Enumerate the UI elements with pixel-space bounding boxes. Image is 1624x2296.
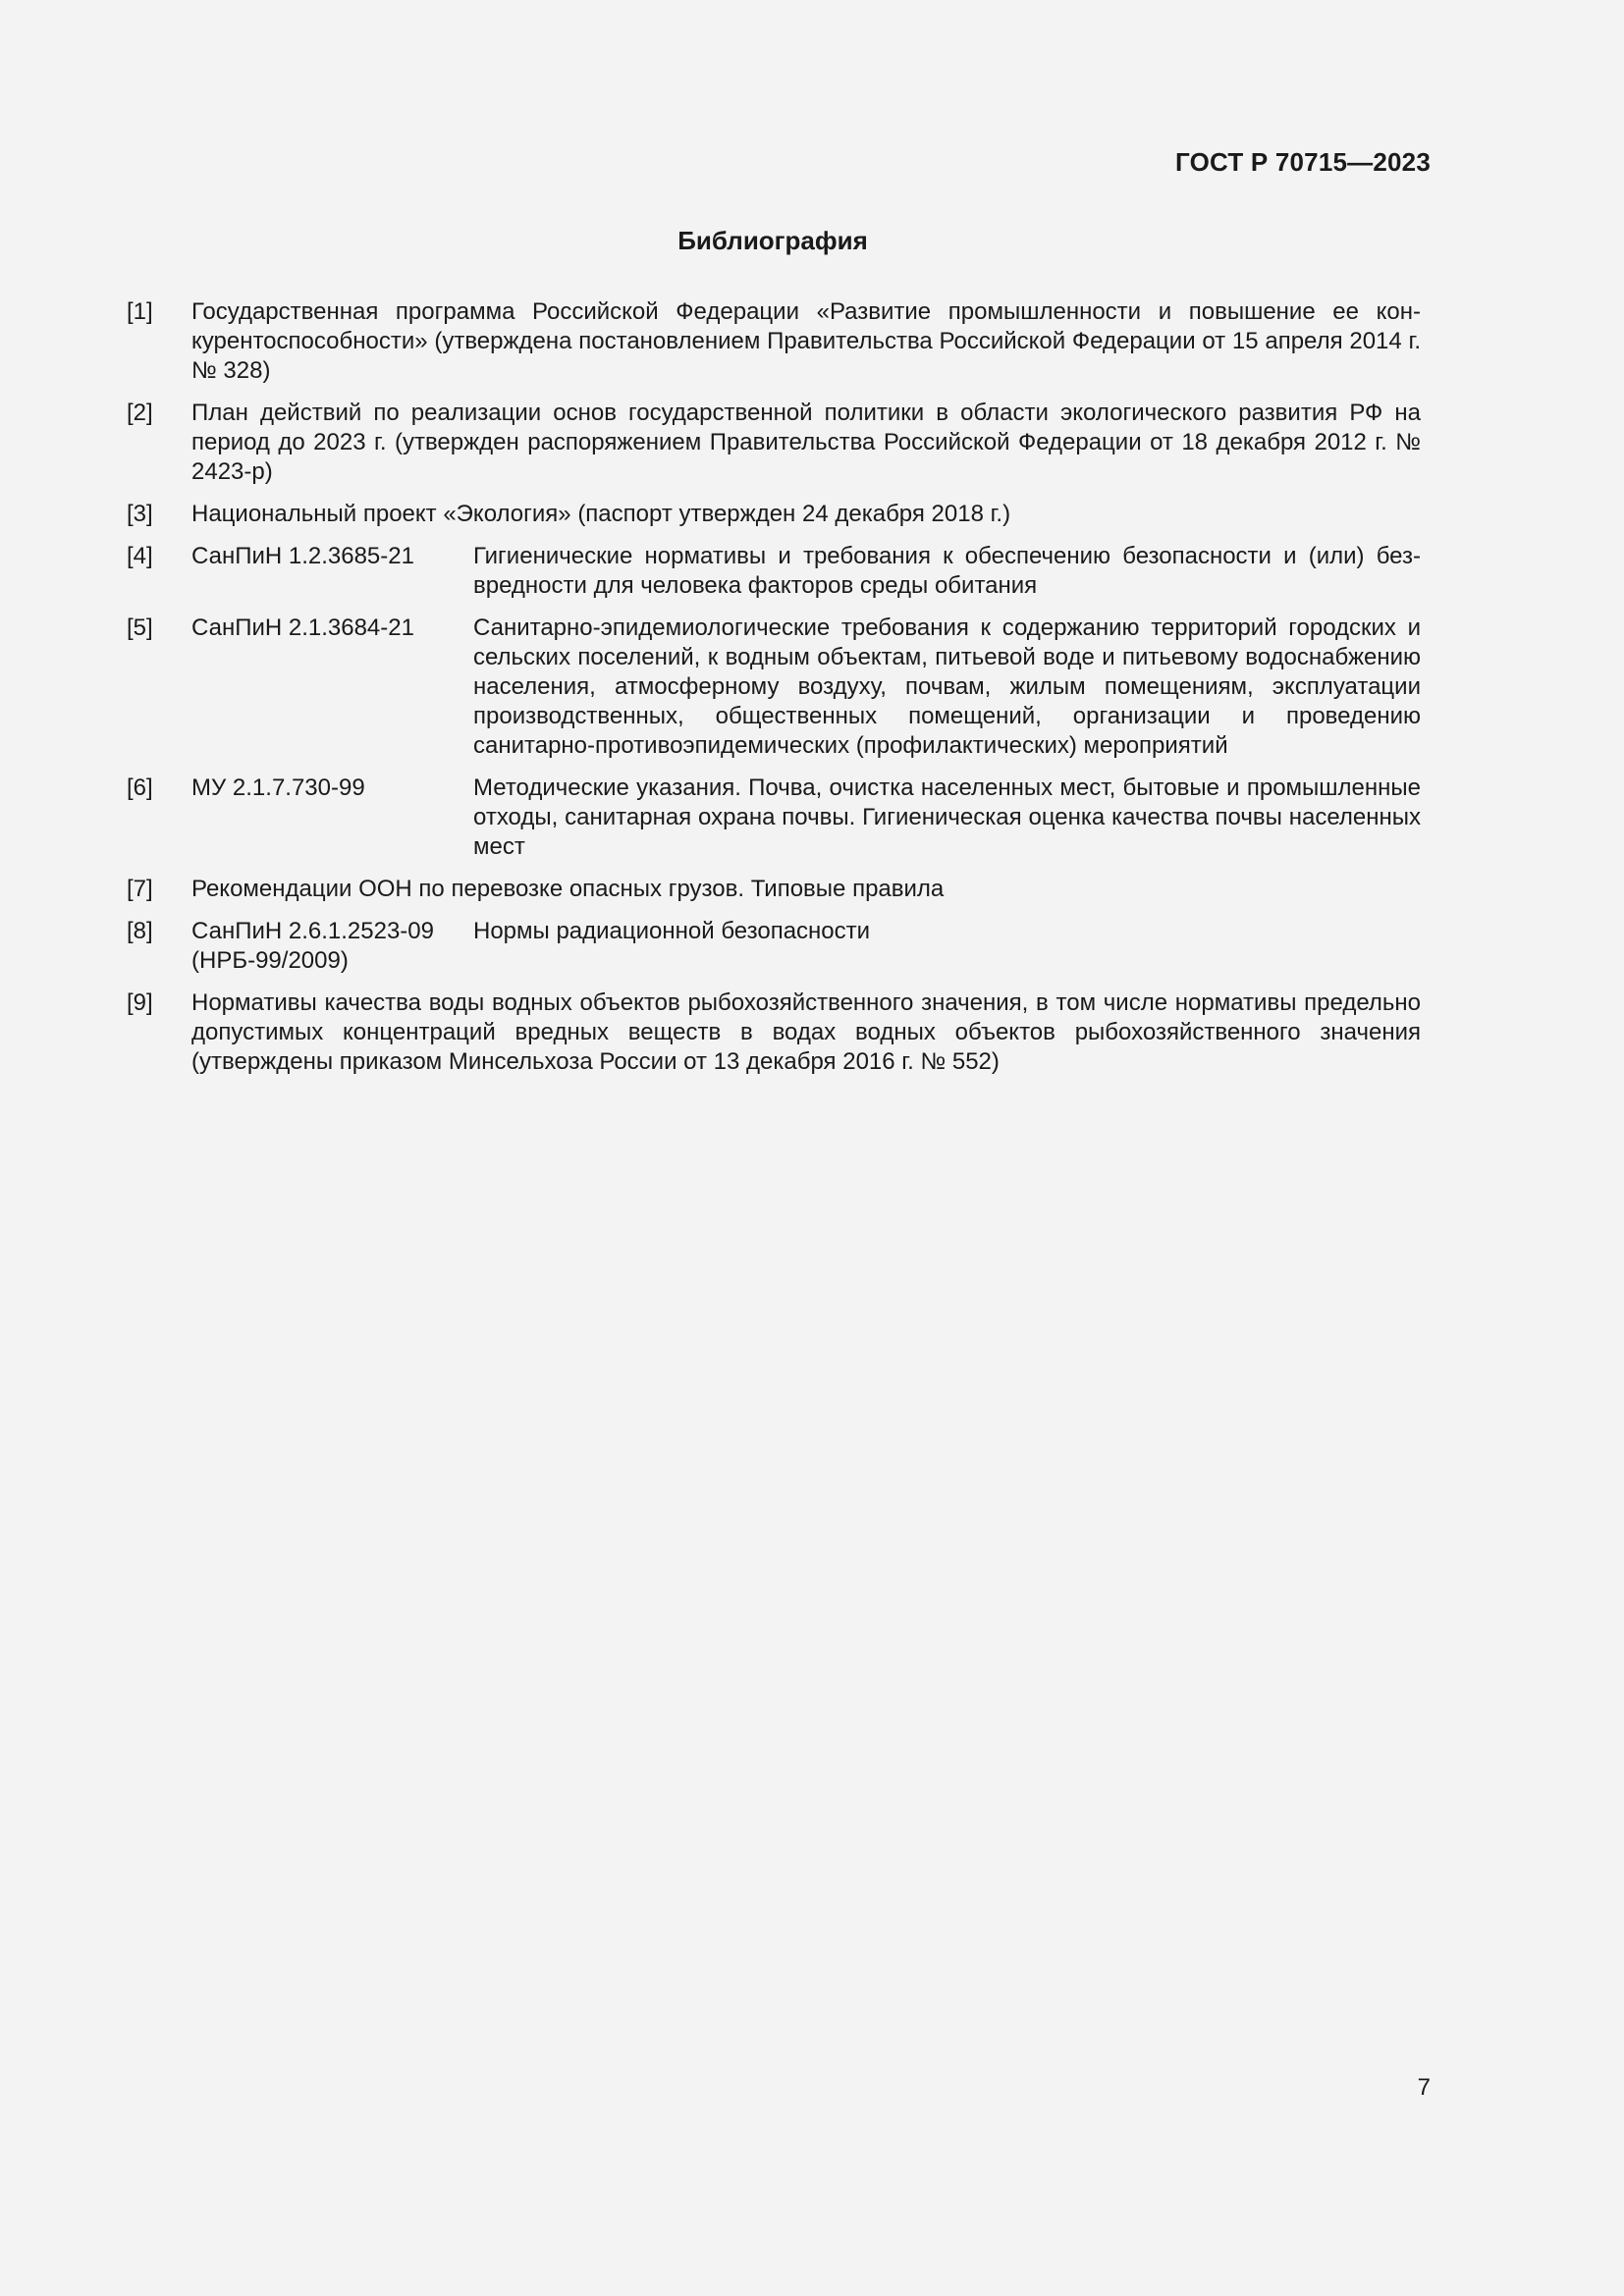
bibliography-entry-9 xyxy=(127,988,1421,1077)
entry-number: [4] xyxy=(127,543,153,569)
entry-text: Санитарно-эпидемиологические требования к содержанию территорий городских и сельских поселений, к водным объектам, питьевой воде и питьевому водоснабжению населения, атмосферному воздуху, почвам, жилым помещениям, эксплуатации производственных, общественных помещений, организации и проведению санитарно-противоэпидемических (профилактических) мероприятий xyxy=(473,614,1421,759)
entry-number: [8] xyxy=(127,918,153,944)
entry-code: СанПиН 2.1.3684-21 xyxy=(191,614,414,641)
entry-number: [2] xyxy=(127,400,153,426)
entry-code: МУ 2.1.7.730-99 xyxy=(191,774,365,801)
entry-code-block xyxy=(191,917,473,976)
entry-code-alias: (НРБ-99/2009) xyxy=(191,947,349,974)
bibliography-entry-4 xyxy=(127,542,1421,601)
entry-number: [7] xyxy=(127,876,153,902)
bibliography-list xyxy=(127,297,1421,1090)
bibliography-entry-5 xyxy=(127,614,1421,761)
bibliography-entry-6 xyxy=(127,774,1421,862)
bibliography-entry-7 xyxy=(127,875,1421,904)
document-code: ГОСТ Р 70715—2023 xyxy=(1175,147,1431,177)
section-title: Библиография xyxy=(677,226,868,255)
entry-number: [6] xyxy=(127,774,153,801)
bibliography-entry-1 xyxy=(127,297,1421,386)
entry-number: [3] xyxy=(127,501,153,527)
entry-text: Национальный проект «Экология» (паспорт утвержден 24 декабря 2018 г.) xyxy=(191,501,1011,527)
entry-text: Рекомендации ООН по перевозке опасных грузов. Типовые правила xyxy=(191,876,945,902)
entry-text: Нормы радиационной безопасности xyxy=(473,918,871,944)
entry-code: СанПиН 2.6.1.2523-09 xyxy=(191,918,434,944)
entry-text: Методические указания. Почва, очистка населенных мест, бытовые и промышленные отходы, санитарная охрана почвы. Гигиеническая оценка качества почвы населенных мест xyxy=(473,774,1421,860)
entry-number: [5] xyxy=(127,614,153,641)
entry-code: СанПиН 1.2.3685-21 xyxy=(191,543,414,569)
entry-text: Государственная программа Российской Федерации «Развитие промышленности и повышение ее конкурентоспособности» (утверждена постановлением Правительства Российской Федерации от 15 апреля 2014 г. № 328) xyxy=(191,298,1421,384)
bibliography-entry-8 xyxy=(127,917,1421,976)
entry-text: План действий по реализации основ государственной политики в области экологического развития РФ на период до 2023 г. (утвержден распоряжением Правительства Российской Федерации от 18 декабря 2012 г. № 2423-р) xyxy=(191,400,1421,485)
entry-number: [9] xyxy=(127,989,153,1016)
entry-number: [1] xyxy=(127,298,153,325)
entry-text: Гигиенические нормативы и требования к обеспечению безопасности и (или) безвредности для человека факторов среды обитания xyxy=(473,543,1421,599)
entry-text: Нормативы качества воды водных объектов рыбохозяйственного значения, в том числе нормативы предельно допустимых концентраций вредных веществ в водах водных объектов рыбохозяйственного значения (утверждены приказом Минсельхоза России от 13 декабря 2016 г. № 552) xyxy=(191,989,1421,1075)
page-number: 7 xyxy=(1417,2074,1431,2101)
bibliography-entry-2 xyxy=(127,399,1421,487)
bibliography-entry-3 xyxy=(127,500,1421,529)
